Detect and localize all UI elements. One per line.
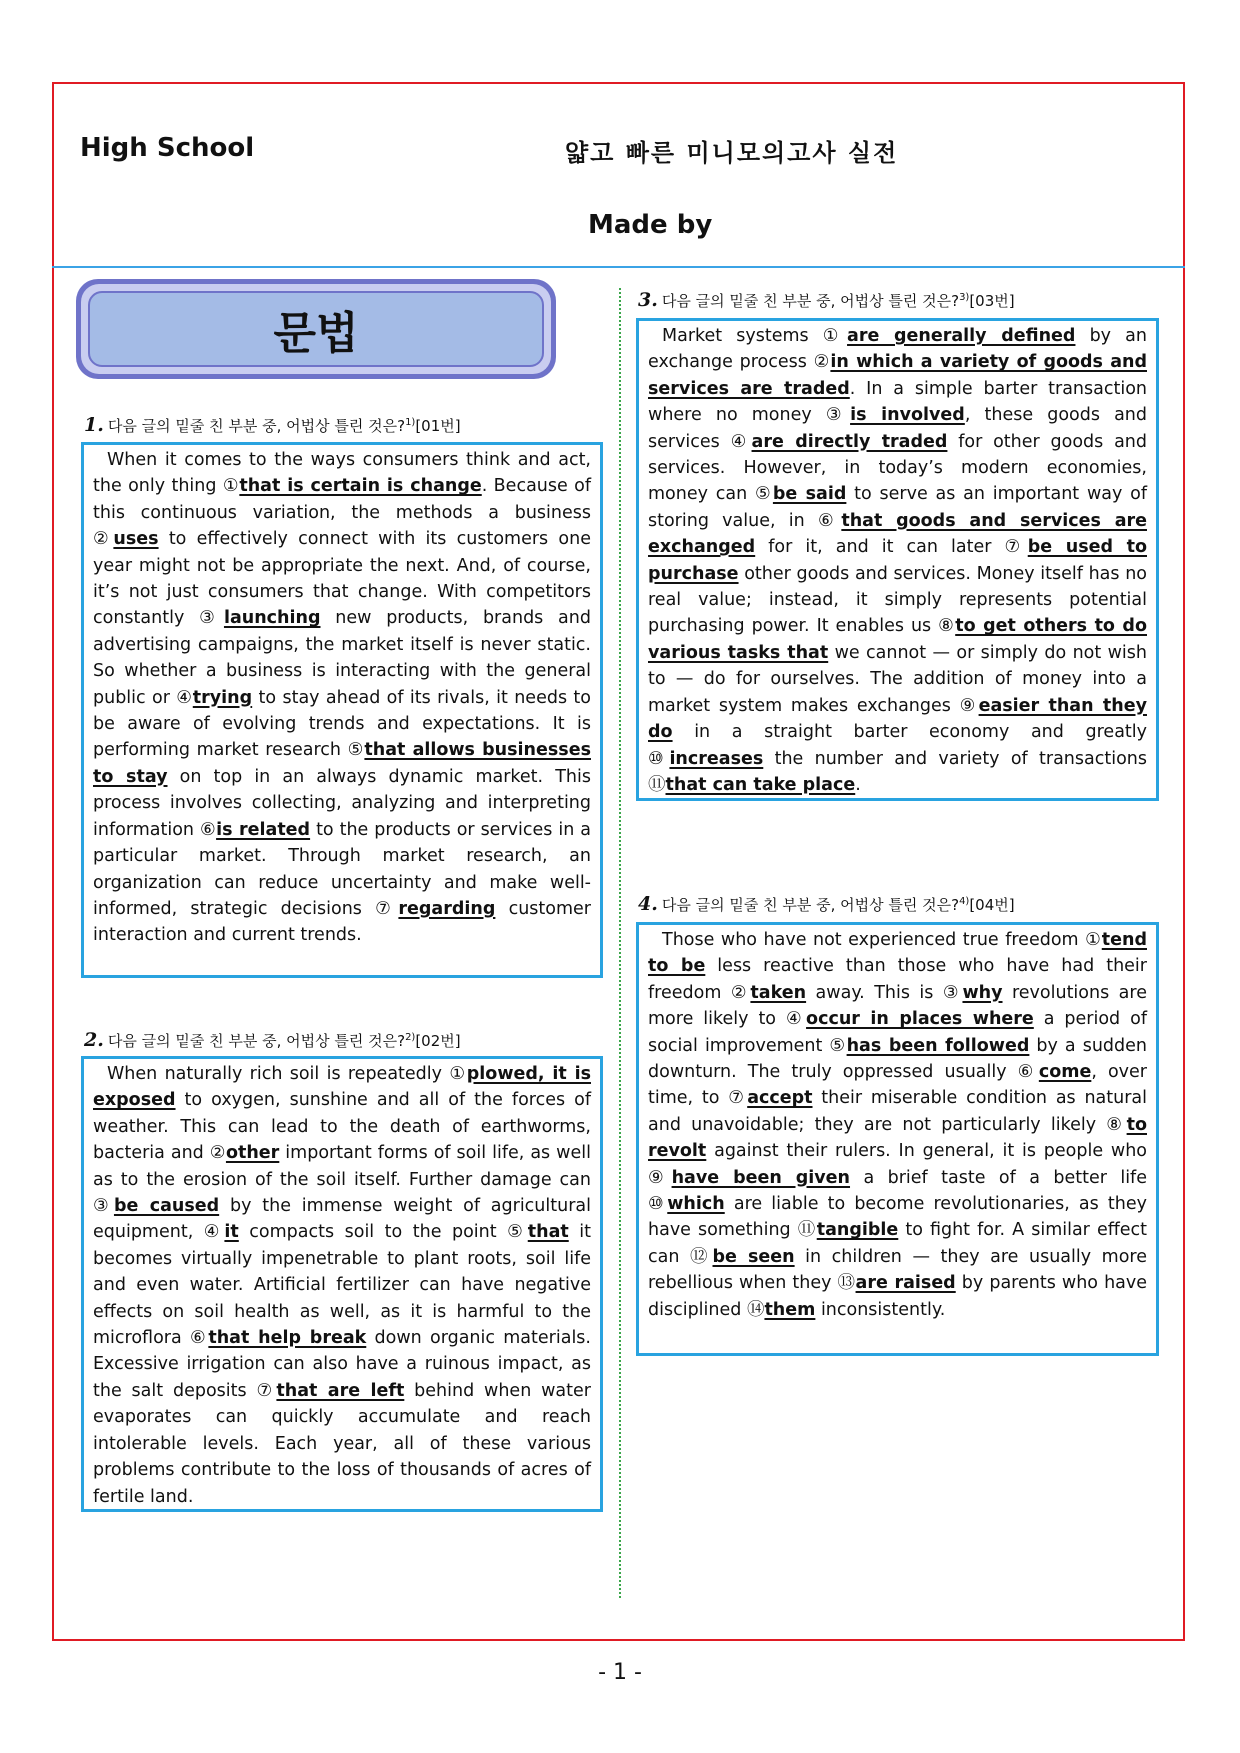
section-title: 문법 xyxy=(88,291,544,367)
passage-text: to serve as an important way of storing value, in xyxy=(648,484,1148,531)
passage-text: ③ xyxy=(942,982,963,1003)
question-label-2 xyxy=(84,1029,461,1051)
passage-text: ① xyxy=(822,326,848,346)
question-label-4 xyxy=(638,893,1015,915)
question-label-3 xyxy=(638,289,1015,311)
question-code: [04번] xyxy=(969,896,1015,914)
passage-text: on top in an always dynamic market. This process involves collecting, analyzing and interpreting information xyxy=(93,766,591,840)
passage-text: , over time, to xyxy=(648,1062,1147,1109)
passage-text: ② xyxy=(730,982,751,1003)
underlined-choice: to revolt xyxy=(648,1114,1147,1162)
passage-text: Those who have not experienced true freedom xyxy=(662,930,1086,950)
passage-text: ① xyxy=(1085,930,1102,950)
passage-text: ⑥ xyxy=(189,1328,209,1349)
passage-text: to stay ahead of its rivals, it needs to be aware of evolving trends and expectations. It is performing market research xyxy=(93,687,591,761)
passage-text: . In a simple barter transaction where no money xyxy=(648,378,1147,426)
underlined-choice: that is certain is change xyxy=(239,476,482,497)
underlined-choice: has been followed xyxy=(846,1035,1030,1056)
passage-text: down organic materials. Excessive irrigation can also have a ruinous impact, as the salt deposits xyxy=(93,1328,591,1401)
question-passage-4 xyxy=(636,922,1159,1356)
footnote-ref: 2) xyxy=(405,1032,416,1043)
passage-text: customer interaction and current trends. xyxy=(93,898,591,946)
passage-text: ⑤ xyxy=(754,484,773,505)
passage-text: ⑥ xyxy=(1017,1062,1039,1083)
passage-text: Market systems xyxy=(662,326,823,346)
passage-text: the number and variety of transactions xyxy=(763,748,1147,769)
passage-text: to effectively connect with its customers one year might not be appropriate the next. And, of course, it’s not just consumers that change. With competitors constantly xyxy=(93,529,591,629)
passage-text: for other goods and services. However, in today’s modern economies, money can xyxy=(648,431,1147,505)
underlined-choice: it xyxy=(224,1222,239,1243)
underlined-choice: that xyxy=(527,1222,569,1243)
question-number: 4. xyxy=(638,893,658,915)
passage-text: ⑭ xyxy=(746,1299,765,1320)
passage-text: When it comes to the ways consumers think and act, the only thing xyxy=(93,450,591,497)
passage-text: ⑤ xyxy=(829,1035,847,1056)
passage-text: ⑦ xyxy=(1004,537,1028,558)
question-code: [03번] xyxy=(969,292,1015,310)
underlined-choice: that help break xyxy=(208,1328,367,1349)
passage-text: ⑧ xyxy=(938,616,956,637)
passage-text: ② xyxy=(93,529,114,550)
passage-text: less reactive than those who have had their freedom xyxy=(648,956,1147,1003)
underlined-choice: trying xyxy=(192,687,253,708)
question-code: [02번] xyxy=(415,1032,461,1050)
passage-text: ④ xyxy=(203,1222,225,1243)
question-passage-1 xyxy=(81,442,603,978)
passage-text: . Because of this continuous variation, the methods a business xyxy=(93,476,591,523)
underlined-choice: other xyxy=(225,1143,280,1164)
passage-text: compacts soil to the point xyxy=(238,1222,508,1243)
passage-text: to oxygen, sunshine and all of the forces of weather. This can lead to the death of earthworms, bacteria and xyxy=(93,1090,591,1164)
question-passage-3 xyxy=(636,318,1159,801)
passage-text: revolutions are more likely to xyxy=(648,982,1147,1030)
passage-text: inconsistently. xyxy=(815,1299,946,1320)
passage-text: ④ xyxy=(785,1009,807,1030)
underlined-choice: be seen xyxy=(712,1246,795,1267)
footnote-ref: 1) xyxy=(405,417,416,428)
passage-text: . xyxy=(855,774,861,795)
passage-text: ⑧ xyxy=(1106,1114,1127,1135)
passage-text: ⑨ xyxy=(959,695,979,716)
question-number: 3. xyxy=(638,289,658,311)
question-code: [01번] xyxy=(415,417,461,435)
underlined-choice: easier than they do xyxy=(648,695,1147,743)
passage-text: in children — they are usually more rebellious when they xyxy=(648,1246,1148,1294)
underlined-choice: why xyxy=(962,982,1003,1003)
underlined-choice: tangible xyxy=(816,1220,899,1241)
question-prompt: 다음 글의 밑줄 친 부분 중, 어법상 틀린 것은? xyxy=(661,896,960,914)
underlined-choice: plowed, it is exposed xyxy=(93,1064,591,1111)
underlined-choice: are directly traded xyxy=(751,431,948,452)
passage-text: When naturally rich soil is repeatedly xyxy=(107,1064,450,1084)
passage-text: ④ xyxy=(730,431,752,452)
passage-text: ⑥ xyxy=(817,510,842,531)
passage-text: ⑦ xyxy=(256,1380,277,1401)
footnote-ref: 3) xyxy=(959,292,970,303)
passage-text: ⑬ xyxy=(837,1273,856,1294)
passage-text: a brief taste of a better life xyxy=(850,1167,1147,1188)
underlined-choice: be caused xyxy=(113,1196,220,1217)
passage-text: ⑪ xyxy=(648,774,666,795)
question-number: 2. xyxy=(84,1029,104,1051)
underlined-choice: have been given xyxy=(671,1167,851,1188)
underlined-choice: that goods and services are exchanged xyxy=(648,510,1147,558)
underlined-choice: be said xyxy=(772,484,847,505)
passage-text: ① xyxy=(449,1064,467,1084)
underlined-choice: is involved xyxy=(850,405,965,426)
passage-text: ① xyxy=(222,476,240,497)
passage-text: ⑦ xyxy=(728,1088,748,1109)
passage-text: to fight for. A similar effect can xyxy=(648,1220,1148,1267)
underlined-choice: come xyxy=(1038,1062,1092,1083)
passage-text: ⑥ xyxy=(199,819,217,840)
passage-text: ⑦ xyxy=(375,898,399,919)
passage-text: away. This is xyxy=(806,982,943,1003)
passage-text: ⑪ xyxy=(797,1220,817,1241)
underlined-choice: them xyxy=(764,1299,816,1320)
column-divider xyxy=(619,288,621,1598)
question-number: 1. xyxy=(84,414,104,436)
passage-text: behind when water evaporates can quickly accumulate and reach intolerable levels. Each year, all of these various problems contribute to the loss of thousands of acres of fertile land. xyxy=(93,1380,591,1507)
header-rule xyxy=(52,266,1185,268)
passage-text: a period of social improvement xyxy=(648,1009,1147,1056)
underlined-choice: launching xyxy=(223,608,321,629)
question-prompt: 다음 글의 밑줄 친 부분 중, 어법상 틀린 것은? xyxy=(107,417,406,435)
underlined-choice: in which a variety of goods and services are traded xyxy=(648,352,1147,399)
passage-text: other goods and services. Money itself has no real value; instead, it simply represents potential purchasing power. It enables us xyxy=(648,563,1147,637)
school-label: High School xyxy=(80,133,255,163)
passage-text: by the immense weight of agricultural equipment, xyxy=(93,1196,591,1243)
underlined-choice: that can take place xyxy=(665,774,856,795)
passage-text: ③ xyxy=(199,608,224,629)
underlined-choice: increases xyxy=(669,748,764,769)
underlined-choice: tend to be xyxy=(648,930,1147,977)
underlined-choice: that allows businesses to stay xyxy=(93,740,591,787)
underlined-choice: which xyxy=(667,1194,725,1215)
passage-text: in a straight barter economy and greatly xyxy=(672,722,1147,743)
passage-text: by a sudden downturn. The truly oppressed usually xyxy=(648,1035,1147,1083)
underlined-choice: that are left xyxy=(276,1380,405,1401)
underlined-choice: are generally defined xyxy=(847,326,1076,346)
passage-text: for it, and it can later xyxy=(755,537,1005,558)
underlined-choice: taken xyxy=(750,982,807,1003)
passage-text: new products, brands and advertising campaigns, the market itself is never static. So whether a business is interacting with the general public or xyxy=(93,608,591,708)
passage-text: ⑨ xyxy=(648,1167,672,1188)
passage-text: are liable to become revolutionaries, as they have something xyxy=(648,1194,1147,1241)
exam-title: 얇고 빠른 미니모의고사 실전 xyxy=(565,139,899,167)
passage-text: their miserable condition as natural and unavoidable; they are not particularly likely xyxy=(648,1088,1147,1135)
underlined-choice: regarding xyxy=(398,898,496,919)
underlined-choice: is related xyxy=(216,819,311,840)
underlined-choice: are raised xyxy=(855,1273,956,1294)
underlined-choice: to get others to do various tasks that xyxy=(648,616,1147,663)
question-passage-2 xyxy=(81,1056,603,1512)
passage-text: ③ xyxy=(825,405,851,426)
question-prompt: 다음 글의 밑줄 친 부분 중, 어법상 틀린 것은? xyxy=(107,1032,406,1050)
passage-text: ⑤ xyxy=(507,1222,528,1243)
underlined-choice: occur in places where xyxy=(806,1009,1034,1030)
passage-text: by an exchange process xyxy=(648,326,1147,373)
passage-text: it becomes virtually impenetrable to plant roots, soil life and even water. Artificial fertilizer can have negative effects on soil health as well, as it is harmful to the microflora xyxy=(93,1222,591,1349)
passage-text: against their rulers. In general, it is people who xyxy=(706,1141,1147,1162)
underlined-choice: accept xyxy=(747,1088,813,1109)
passage-text: ④ xyxy=(176,687,193,708)
passage-text: ② xyxy=(813,352,831,373)
passage-text: ⑩ xyxy=(648,748,670,769)
underlined-choice: uses xyxy=(113,529,159,550)
question-prompt: 다음 글의 밑줄 친 부분 중, 어법상 틀린 것은? xyxy=(661,292,960,310)
passage-text: , these goods and services xyxy=(648,405,1147,452)
passage-text: ⑤ xyxy=(347,740,365,761)
section-banner xyxy=(76,279,556,379)
passage-text: by parents who have disciplined xyxy=(648,1273,1148,1320)
passage-text: ③ xyxy=(93,1196,114,1217)
footnote-ref: 4) xyxy=(959,896,970,907)
passage-text: to the products or services in a particular market. Through market research, an organization can reduce uncertainty and make well-informed, strategic decisions xyxy=(93,819,591,919)
passage-text: ⑩ xyxy=(648,1194,668,1215)
passage-text: ② xyxy=(209,1143,226,1164)
made-by-label: Made by xyxy=(588,210,713,240)
passage-text: we cannot — or simply do not wish to — do for ourselves. The addition of money into a market system makes exchanges xyxy=(648,642,1147,716)
passage-text: important forms of soil life, as well as to the erosion of the soil itself. Further damage can xyxy=(93,1143,591,1190)
page-number: - 1 - xyxy=(598,1660,642,1685)
question-label-1 xyxy=(84,414,461,436)
passage-text: ⑫ xyxy=(690,1246,713,1267)
underlined-choice: be used to purchase xyxy=(648,537,1147,584)
